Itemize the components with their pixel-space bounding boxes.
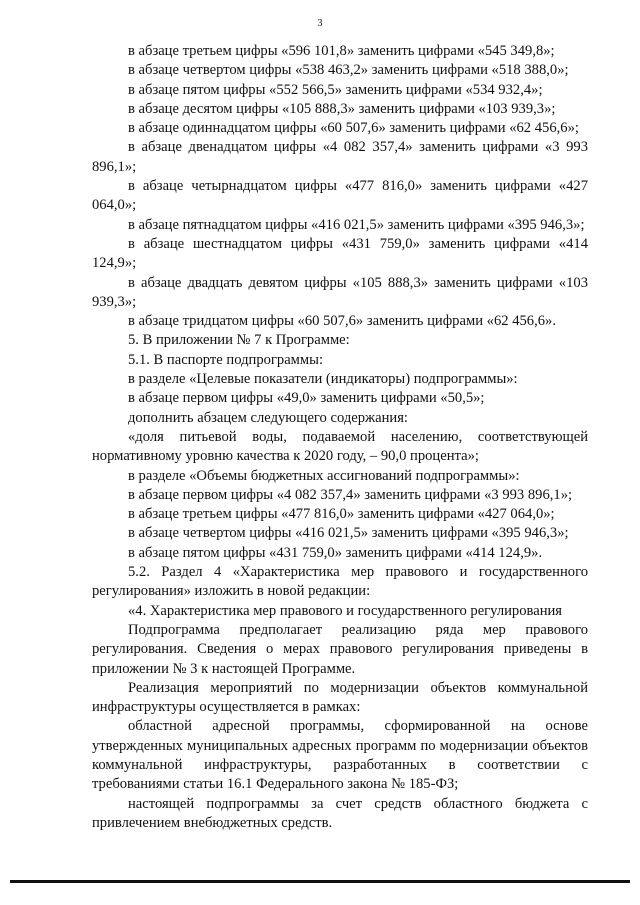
page-number: 3	[317, 18, 323, 29]
paragraph: в разделе «Целевые показатели (индикаторы) подпрограммы»:	[128, 371, 518, 388]
paragraph: в абзаце двенадцатом цифры «4 082 357,4» заменить цифрами «3 993 896,1»;	[92, 139, 588, 175]
paragraph: в абзаце третьем цифры «596 101,8» заменить цифрами «545 349,8»;	[128, 43, 555, 59]
paragraph: в абзаце одиннадцатом цифры «60 507,6» заменить цифрами «62 456,6»;	[128, 120, 579, 137]
paragraph: в абзаце третьем цифры «477 816,0» заменить цифрами «427 064,0»;	[128, 506, 555, 523]
paragraph: настоящей подпрограммы за счет средств областного бюджета с привлечением внебюджетных средств.	[92, 795, 588, 831]
paragraph: дополнить абзацем следующего содержания:	[128, 409, 408, 426]
paragraph: в абзаце двадцать девятом цифры «105 888,3» заменить цифрами «103 939,3»;	[92, 274, 588, 310]
paragraph: в абзаце шестнадцатом цифры «431 759,0» заменить цифрами «414 124,9»;	[92, 235, 588, 272]
paragraph: в абзаце пятнадцатом цифры «416 021,5» заменить цифрами «395 946,3»;	[128, 216, 585, 233]
paragraph: в абзаце первом цифры «49,0» заменить цифрами «50,5»;	[128, 390, 485, 407]
paragraph: в абзаце четвертом цифры «416 021,5» заменить цифрами «395 946,3»;	[128, 525, 569, 542]
paragraph: «доля питьевой воды, подаваемой населению, соответствующей нормативному уровню качества к 2020 году, – 90,0 процента»;	[92, 428, 588, 465]
bottom-rule	[10, 880, 630, 883]
paragraph: в абзаце четвертом цифры «538 463,2» заменить цифрами «518 388,0»;	[128, 62, 569, 79]
paragraph: областной адресной программы, сформированной на основе утвержденных муниципальных адресных программ по модернизации объектов коммунальной инфраструктуры, разработанных в соответствии с требованиями статьи 16.1 Федерального закона № 185-ФЗ;	[92, 718, 588, 793]
paragraph: в разделе «Объемы бюджетных ассигнований подпрограммы»:	[128, 467, 520, 484]
paragraph: 5.1. В паспорте подпрограммы:	[128, 351, 324, 368]
section-heading: «4. Характеристика мер правового и государственного регулирования	[128, 602, 563, 619]
paragraph: в абзаце пятом цифры «431 759,0» заменить цифрами «414 124,9».	[128, 544, 543, 561]
paragraph: в абзаце десятом цифры «105 888,3» заменить цифрами «103 939,3»;	[128, 100, 556, 117]
document-body	[92, 42, 588, 833]
paragraph: в абзаце тридцатом цифры «60 507,6» заменить цифрами «62 456,6».	[128, 313, 556, 330]
paragraph: Реализация мероприятий по модернизации объектов коммунальной инфраструктуры осуществляется в рамках:	[92, 679, 588, 716]
paragraph: в абзаце пятом цифры «552 566,5» заменить цифрами «534 932,4»;	[128, 81, 543, 98]
paragraph: в абзаце первом цифры «4 082 357,4» заменить цифрами «3 993 896,1»;	[128, 486, 573, 503]
paragraph: 5. В приложении № 7 к Программе:	[128, 332, 350, 349]
paragraph: 5.2. Раздел 4 «Характеристика мер правового и государственного регулирования» изложить в новой редакции:	[92, 564, 588, 600]
paragraph: в абзаце четырнадцатом цифры «477 816,0» заменить цифрами «427 064,0»;	[92, 178, 588, 214]
paragraph: Подпрограмма предполагает реализацию ряда мер правового регулирования. Сведения о мерах правового регулирования приведены в приложении № 3 к настоящей Программе.	[92, 621, 588, 677]
